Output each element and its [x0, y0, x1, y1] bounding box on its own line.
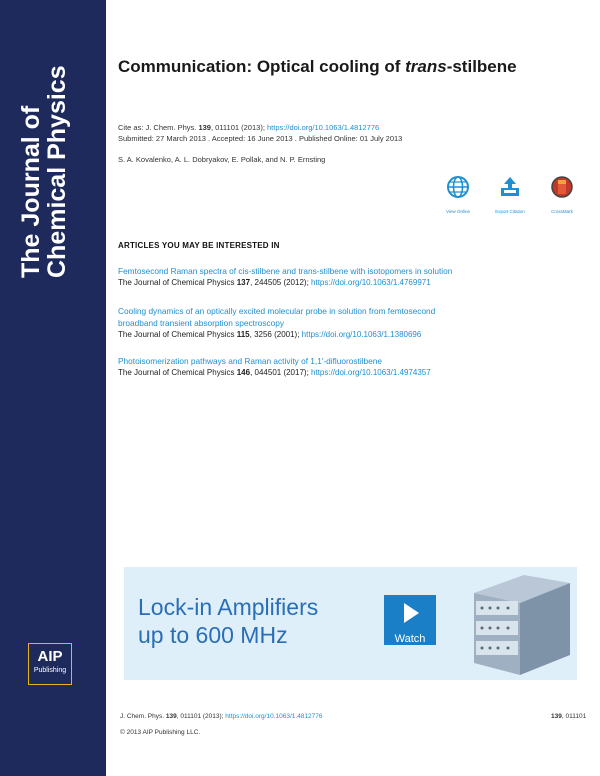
footer-cite-prefix: J. Chem. Phys.: [120, 713, 166, 720]
export-citation-tool[interactable]: [492, 176, 528, 214]
related-article-title[interactable]: Cooling dynamics of an optically excited molecular probe in solution from femtosecond: [118, 306, 436, 316]
ad-line1: Lock-in Amplifiers: [138, 594, 319, 620]
title-italic: trans: [405, 57, 447, 76]
cite-volume: 139: [198, 123, 211, 132]
watch-label: Watch: [394, 633, 426, 645]
crossmark-tool[interactable]: [544, 176, 580, 214]
instrument-rack-image: [464, 571, 574, 679]
crossmark-label: CrossMark: [551, 209, 573, 214]
article-title: [118, 56, 558, 78]
watch-button[interactable]: [384, 595, 436, 645]
journal-name: [18, 28, 70, 278]
related-article-1: [118, 265, 578, 289]
related-rest: , 244505 (2012);: [250, 278, 312, 287]
journal-sidebar: [0, 0, 106, 776]
citation-line: [118, 123, 379, 132]
aip-publishing-logo[interactable]: [28, 643, 72, 685]
title-part2: -stilbene: [446, 57, 517, 76]
related-journal: The Journal of Chemical Physics: [118, 330, 237, 339]
aip-logo-text: AIP: [37, 648, 63, 665]
globe-icon: [447, 176, 469, 198]
related-volume: 146: [236, 368, 251, 377]
related-article-title[interactable]: Photoisomerization pathways and Raman activity of 1,1′-difluorostilbene: [118, 356, 382, 366]
footer-right-rest: , 011101: [561, 713, 587, 720]
related-article-title[interactable]: Femtosecond Raman spectra of cis-stilbene and trans-stilbene with isotopomers in solution: [118, 266, 453, 276]
ad-line2: up to 600 MHz: [138, 622, 288, 648]
related-rest: , 044501 (2017);: [250, 368, 312, 377]
related-journal: The Journal of Chemical Physics: [118, 368, 237, 377]
related-volume: 137: [236, 278, 251, 287]
footer-page-ref: [551, 713, 586, 720]
journal-name-line1: The Journal of: [17, 105, 45, 278]
play-icon: [397, 600, 423, 626]
export-citation-label: Export Citation: [495, 209, 525, 214]
related-article-title-line2[interactable]: broadband transient absorption spectroscopy: [118, 318, 285, 328]
footer-citation: [120, 713, 323, 720]
authors-line: S. A. Kovalenko, A. L. Dobryakov, E. Pollak, and N. P. Ernsting: [118, 155, 326, 164]
cite-rest: , 011101 (2013);: [210, 123, 267, 132]
footer-copyright: © 2013 AIP Publishing LLC.: [120, 729, 201, 736]
footer-volume: 139: [165, 713, 177, 720]
footer-doi-link[interactable]: https://doi.org/10.1063/1.4812776: [225, 713, 323, 720]
related-doi-link[interactable]: https://doi.org/10.1063/1.1380696: [301, 330, 422, 339]
related-article-2: [118, 305, 578, 341]
related-article-citation: [118, 277, 578, 289]
view-online-tool[interactable]: [440, 176, 476, 214]
export-icon: [499, 176, 521, 198]
related-article-citation: [118, 329, 578, 341]
related-rest: , 3256 (2001);: [249, 330, 302, 339]
footer-right-volume: 139: [551, 713, 562, 720]
related-article-citation: [118, 367, 578, 379]
related-volume: 115: [236, 330, 250, 339]
related-articles-heading: ARTICLES YOU MAY BE INTERESTED IN: [118, 241, 280, 250]
aip-logo-subtext: Publishing: [33, 667, 67, 674]
journal-name-line2: Chemical Physics: [43, 65, 71, 278]
advertisement-banner[interactable]: [124, 567, 577, 680]
article-doi-link[interactable]: https://doi.org/10.1063/1.4812776: [266, 123, 380, 132]
article-tools: [440, 176, 580, 216]
dates-line: Submitted: 27 March 2013 . Accepted: 16 June 2013 . Published Online: 01 July 2013: [118, 134, 403, 143]
crossmark-icon: [551, 176, 573, 198]
footer-rest: , 011101 (2013);: [176, 713, 226, 720]
related-doi-link[interactable]: https://doi.org/10.1063/1.4974357: [311, 368, 431, 377]
view-online-label: View Online: [446, 209, 470, 214]
related-article-3: [118, 355, 578, 379]
related-doi-link[interactable]: https://doi.org/10.1063/1.4769971: [311, 278, 431, 287]
cite-prefix: Cite as: J. Chem. Phys.: [118, 123, 199, 132]
related-journal: The Journal of Chemical Physics: [118, 278, 237, 287]
ad-headline: [138, 593, 318, 649]
title-part1: Communication: Optical cooling of: [118, 57, 406, 76]
